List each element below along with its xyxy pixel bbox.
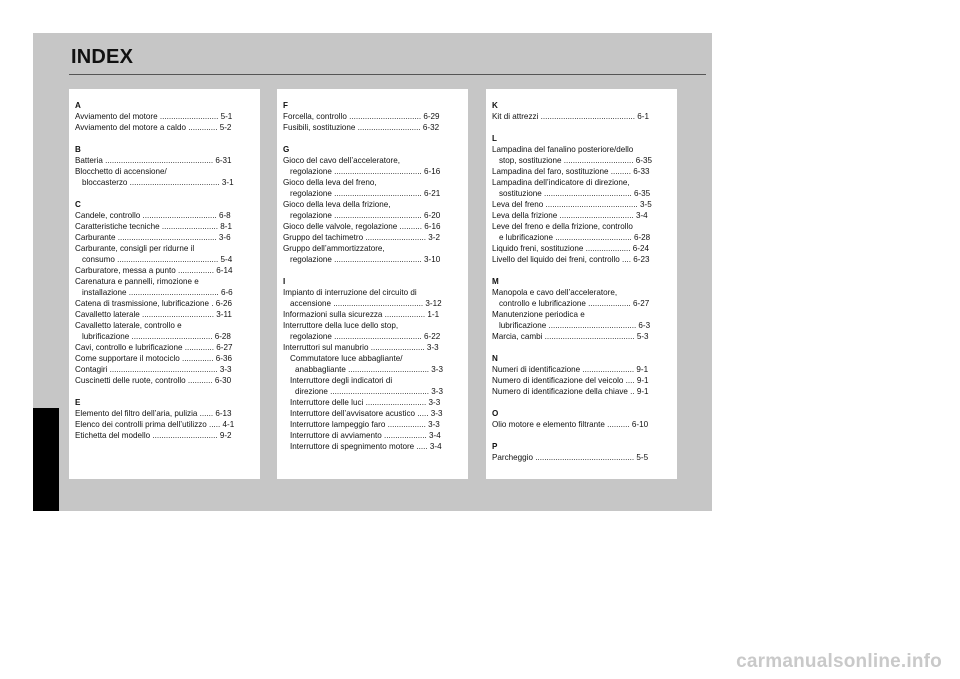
- index-entry: Gioco della leva della frizione,: [283, 200, 391, 209]
- index-column-3: [486, 89, 677, 479]
- index-entry-continuation: stop, sostituzione ............................... 6-35: [499, 156, 652, 165]
- index-entry: Numeri di identificazione ....................... 9-1: [492, 365, 649, 374]
- index-entry: Cavi, controllo e lubrificazione ............. 6-27: [75, 343, 233, 352]
- section-letter: K: [492, 101, 498, 110]
- index-entry: Avviamento del motore .......................... 5-1: [75, 112, 233, 121]
- index-entry: Informazioni sulla sicurezza .................. 1-1: [283, 310, 440, 319]
- index-entry-continuation: lubrificazione ....................................... 6-3: [499, 321, 651, 330]
- index-section: [75, 144, 255, 188]
- index-entry: Come supportare il motociclo .............. 6-36: [75, 354, 232, 363]
- index-entry: Impianto di interruzione del circuito di: [283, 288, 417, 297]
- index-section: [492, 441, 672, 463]
- index-entry: Etichetta del modello ............................. 9-2: [75, 431, 232, 440]
- index-entry: Blocchetto di accensione/: [75, 167, 167, 176]
- index-column-2: [277, 89, 468, 479]
- index-entry: Leve del freno e della frizione, controllo: [492, 222, 633, 231]
- chapter-edge-tab: [33, 408, 59, 511]
- index-entry: Kit di attrezzi .......................................... 6-1: [492, 112, 649, 121]
- index-entry-continuation: regolazione ....................................... 6-21: [290, 189, 441, 198]
- index-entry: Interruttore di spegnimento motore ..... 3-4: [290, 442, 442, 451]
- index-section: [492, 100, 672, 122]
- section-letter: E: [75, 398, 81, 407]
- index-entry: Interruttore dell’avvisatore acustico ..... 3-3: [290, 409, 443, 418]
- index-entry-continuation: installazione ........................................ 6-6: [82, 288, 233, 297]
- index-entry: Cuscinetti delle ruote, controllo ........... 6-30: [75, 376, 232, 385]
- section-letter: L: [492, 134, 497, 143]
- index-entry: Gioco del cavo dell’acceleratore,: [283, 156, 400, 165]
- index-section: [75, 199, 255, 386]
- index-entry: Gioco delle valvole, regolazione .......... 6-16: [283, 222, 441, 231]
- index-entry: Numero di identificazione del veicolo .... 9-1: [492, 376, 649, 385]
- index-section: [492, 353, 672, 397]
- section-letter: P: [492, 442, 498, 451]
- section-letter: I: [283, 277, 286, 286]
- index-section: [492, 276, 672, 342]
- index-entry-continuation: sostituzione ....................................... 6-35: [499, 189, 651, 198]
- index-entry-continuation: accensione ........................................ 3-12: [290, 299, 442, 308]
- index-entry-continuation: anabbagliante .................................... 3-3: [295, 365, 444, 374]
- index-entry: Carburatore, messa a punto ................ 6-14: [75, 266, 233, 275]
- index-entry: Contagiri ................................................ 3-3: [75, 365, 232, 374]
- index-entry-continuation: regolazione ....................................... 6-16: [290, 167, 441, 176]
- index-entry-continuation: controllo e lubrificazione ................... 6-27: [499, 299, 650, 308]
- index-entry: Elenco dei controlli prima dell’utilizzo ..... 4-1: [75, 420, 235, 429]
- index-column-1: [69, 89, 260, 479]
- section-letter: O: [492, 409, 499, 418]
- index-entry: Cavalletto laterale ................................ 3-11: [75, 310, 232, 319]
- index-entry: Interruttore degli indicatori di: [290, 376, 393, 385]
- index-entry-continuation: regolazione ....................................... 6-22: [290, 332, 441, 341]
- index-entry: Caratteristiche tecniche ......................... 8-1: [75, 222, 232, 231]
- index-entry: Cavalletto laterale, controllo e: [75, 321, 182, 330]
- index-section: [283, 276, 463, 452]
- index-section: [283, 144, 463, 265]
- index-entry: Catena di trasmissione, lubrificazione . 6-26: [75, 299, 233, 308]
- index-entry: Candele, controllo ................................. 6-8: [75, 211, 231, 220]
- index-section: [492, 133, 672, 265]
- index-entry-continuation: consumo ............................................. 5-4: [82, 255, 233, 264]
- index-entry: Fusibili, sostituzione ............................ 6-32: [283, 123, 440, 132]
- section-letter: M: [492, 277, 499, 286]
- index-entry: Olio motore e elemento filtrante .......... 6-10: [492, 420, 649, 429]
- index-entry: Lampadina del faro, sostituzione ......... 6-33: [492, 167, 650, 176]
- index-entry: Elemento del filtro dell’aria, pulizia ...... 6-13: [75, 409, 232, 418]
- index-entry: Gioco della leva del freno,: [283, 178, 377, 187]
- title-divider: [69, 74, 706, 75]
- index-entry: Carburante, consigli per ridurne il: [75, 244, 195, 253]
- index-entry: Forcella, controllo ................................ 6-29: [283, 112, 440, 121]
- index-section: [75, 397, 255, 441]
- index-section: [492, 408, 672, 430]
- index-entry: Leva della frizione ................................. 3-4: [492, 211, 648, 220]
- index-entry: Marcia, cambi ........................................ 5-3: [492, 332, 649, 341]
- index-entry-continuation: bloccasterzo ........................................ 3-1: [82, 178, 234, 187]
- index-entry: Carburante ............................................ 3-6: [75, 233, 231, 242]
- index-section: [75, 100, 255, 133]
- index-entry: Manopola e cavo dell’acceleratore,: [492, 288, 618, 297]
- index-entry-continuation: lubrificazione .................................... 6-28: [82, 332, 231, 341]
- index-entry-continuation: direzione ............................................ 3-3: [295, 387, 443, 396]
- index-entry: Gruppo dell’ammortizzatore,: [283, 244, 385, 253]
- index-entry: Batteria ................................................ 6-31: [75, 156, 232, 165]
- index-entry-continuation: regolazione ....................................... 6-20: [290, 211, 441, 220]
- index-entry: Interruttore di avviamento ................... 3-4: [290, 431, 441, 440]
- index-entry: Livello del liquido dei freni, controllo .... 6-23: [492, 255, 650, 264]
- index-entry: Carenatura e pannelli, rimozione e: [75, 277, 199, 286]
- index-entry: Liquido freni, sostituzione .................... 6-24: [492, 244, 650, 253]
- index-entry: Interruttore lampeggio faro ................. 3-3: [290, 420, 440, 429]
- page-title: INDEX: [71, 46, 134, 68]
- index-entry: Leva del freno ......................................... 3-5: [492, 200, 652, 209]
- section-letter: N: [492, 354, 498, 363]
- index-entry-continuation: e lubrificazione .................................. 6-28: [499, 233, 651, 242]
- section-letter: G: [283, 145, 290, 154]
- index-entry-continuation: regolazione ....................................... 3-10: [290, 255, 441, 264]
- index-entry: Avviamento del motore a caldo ............. 5-2: [75, 123, 232, 132]
- index-entry: Interruttore della luce dello stop,: [283, 321, 399, 330]
- index-entry: Interruttore delle luci ........................... 3-3: [290, 398, 441, 407]
- index-section: [283, 100, 463, 133]
- section-letter: F: [283, 101, 288, 110]
- index-entry: Gruppo del tachimetro ........................... 3-2: [283, 233, 440, 242]
- index-entry: Lampadina dell’indicatore di direzione,: [492, 178, 630, 187]
- index-entry: Manutenzione periodica e: [492, 310, 585, 319]
- index-entry: Numero di identificazione della chiave .. 9-1: [492, 387, 649, 396]
- index-entry: Lampadina del fanalino posteriore/dello: [492, 145, 634, 154]
- watermark-text: carmanualsonline.info: [736, 651, 942, 672]
- section-letter: B: [75, 145, 81, 154]
- index-entry: Interruttori sul manubrio ........................ 3-3: [283, 343, 439, 352]
- section-letter: C: [75, 200, 81, 209]
- section-letter: A: [75, 101, 81, 110]
- index-entry: Parcheggio ............................................ 5-5: [492, 453, 649, 462]
- index-entry: Commutatore luce abbagliante/: [290, 354, 403, 363]
